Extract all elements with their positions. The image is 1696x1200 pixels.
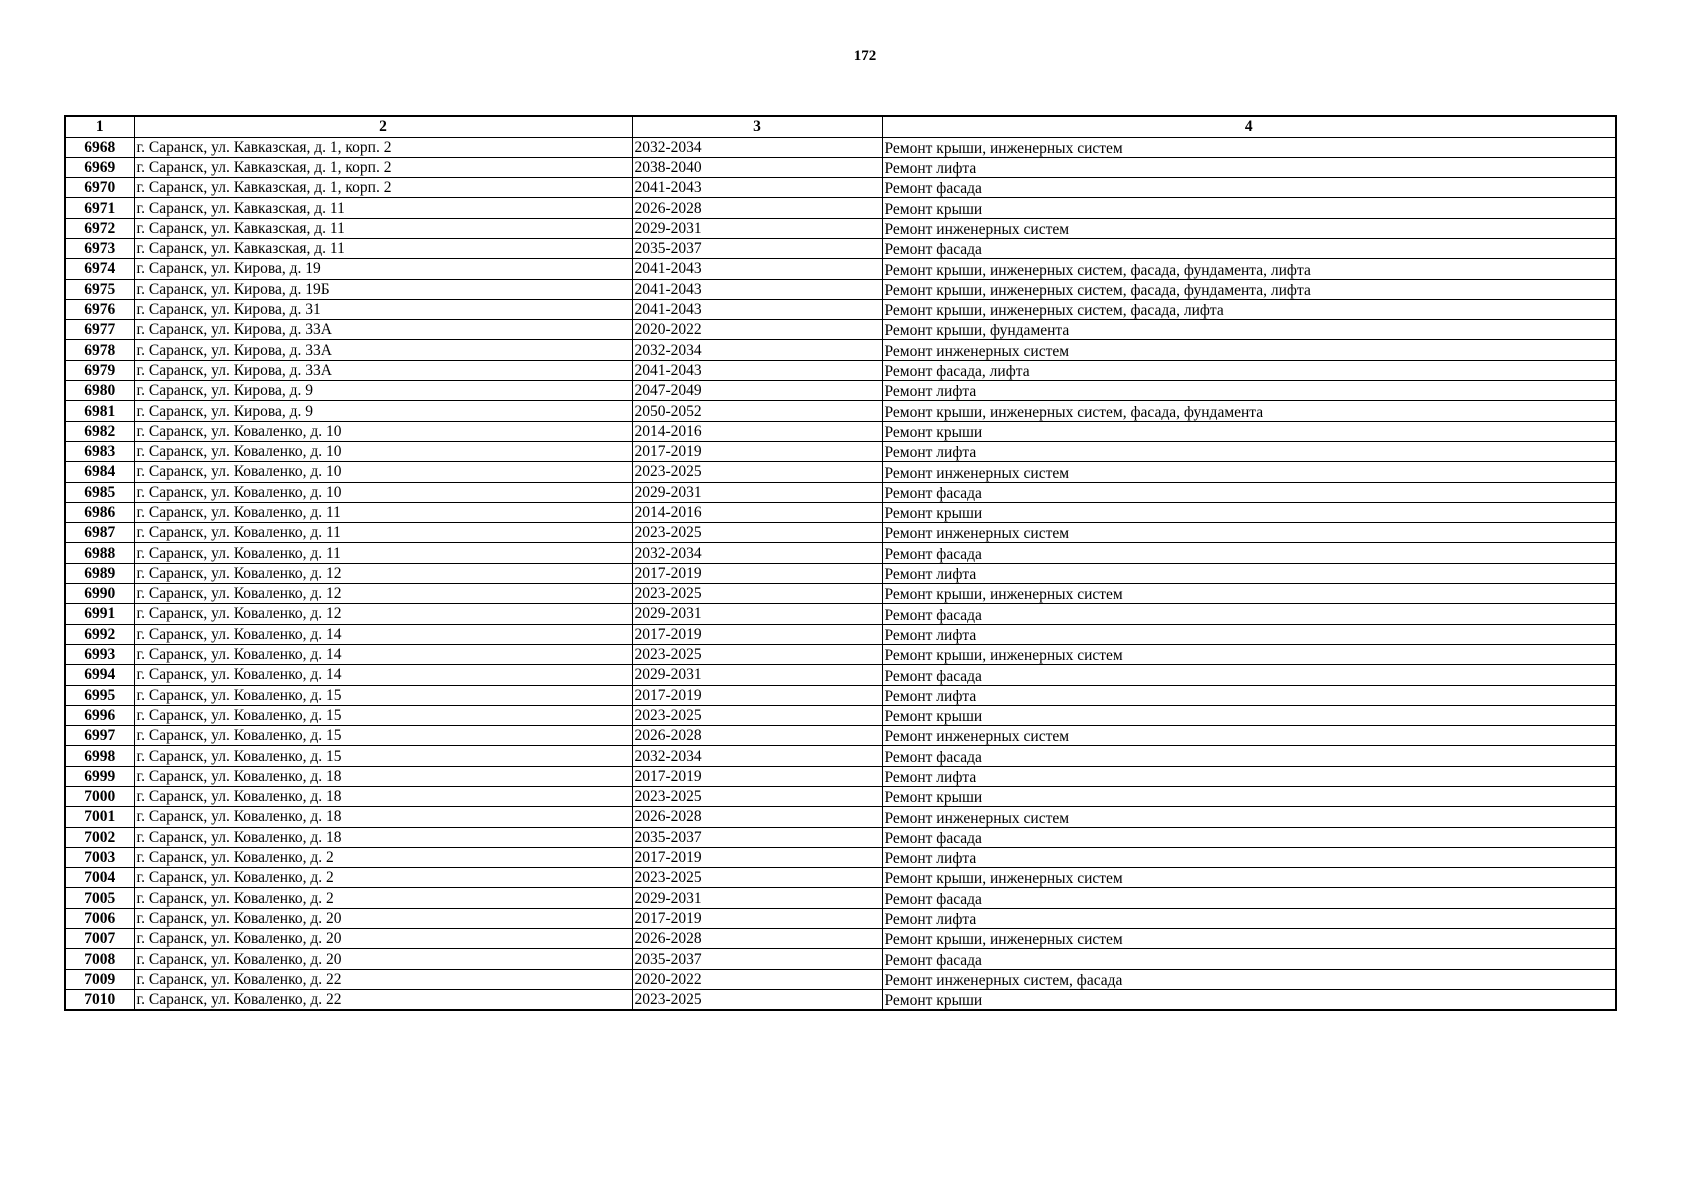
work-type-cell: Ремонт фасада, лифта xyxy=(882,360,1616,380)
period-cell: 2041-2043 xyxy=(632,178,882,198)
work-type-cell: Ремонт крыши, инженерных систем xyxy=(882,644,1616,664)
period-cell: 2023-2025 xyxy=(632,584,882,604)
work-type-cell: Ремонт крыши, инженерных систем xyxy=(882,584,1616,604)
row-number: 7004 xyxy=(65,868,134,888)
table-row xyxy=(65,238,1616,258)
table-row xyxy=(65,989,1616,1009)
period-cell: 2032-2034 xyxy=(632,746,882,766)
work-type-cell: Ремонт крыши xyxy=(882,787,1616,807)
period-cell: 2041-2043 xyxy=(632,299,882,319)
row-number: 6980 xyxy=(65,381,134,401)
page-number: 172 xyxy=(853,48,877,64)
repair-schedule-table xyxy=(64,115,1617,1011)
address-cell: г. Саранск, ул. Кирова, д. 9 xyxy=(134,401,632,421)
row-number: 6979 xyxy=(65,360,134,380)
row-number: 7001 xyxy=(65,807,134,827)
table-row xyxy=(65,949,1616,969)
address-cell: г. Саранск, ул. Коваленко, д. 15 xyxy=(134,746,632,766)
row-number: 7010 xyxy=(65,989,134,1009)
table-row xyxy=(65,746,1616,766)
table-row xyxy=(65,624,1616,644)
work-type-cell: Ремонт крыши xyxy=(882,502,1616,522)
row-number: 6999 xyxy=(65,766,134,786)
table-row xyxy=(65,644,1616,664)
period-cell: 2020-2022 xyxy=(632,969,882,989)
period-cell: 2023-2025 xyxy=(632,462,882,482)
period-cell: 2038-2040 xyxy=(632,157,882,177)
period-cell: 2029-2031 xyxy=(632,604,882,624)
table-row xyxy=(65,563,1616,583)
table-row xyxy=(65,584,1616,604)
address-cell: г. Саранск, ул. Коваленко, д. 15 xyxy=(134,685,632,705)
row-number: 6988 xyxy=(65,543,134,563)
address-cell: г. Саранск, ул. Коваленко, д. 20 xyxy=(134,908,632,928)
address-cell: г. Саранск, ул. Коваленко, д. 10 xyxy=(134,441,632,461)
row-number: 6986 xyxy=(65,502,134,522)
period-cell: 2026-2028 xyxy=(632,807,882,827)
table-row xyxy=(65,441,1616,461)
table-row xyxy=(65,157,1616,177)
period-cell: 2017-2019 xyxy=(632,908,882,928)
work-type-cell: Ремонт крыши, фундамента xyxy=(882,320,1616,340)
address-cell: г. Саранск, ул. Коваленко, д. 11 xyxy=(134,523,632,543)
work-type-cell: Ремонт лифта xyxy=(882,908,1616,928)
table-row xyxy=(65,340,1616,360)
address-cell: г. Саранск, ул. Кирова, д. 33А xyxy=(134,360,632,380)
period-cell: 2029-2031 xyxy=(632,888,882,908)
address-cell: г. Саранск, ул. Коваленко, д. 11 xyxy=(134,543,632,563)
row-number: 6987 xyxy=(65,523,134,543)
table-row xyxy=(65,685,1616,705)
period-cell: 2017-2019 xyxy=(632,685,882,705)
period-cell: 2047-2049 xyxy=(632,381,882,401)
row-number: 7000 xyxy=(65,787,134,807)
table-row xyxy=(65,868,1616,888)
table-row xyxy=(65,279,1616,299)
table-row xyxy=(65,178,1616,198)
work-type-cell: Ремонт крыши xyxy=(882,198,1616,218)
work-type-cell: Ремонт инженерных систем, фасада xyxy=(882,969,1616,989)
row-number: 6996 xyxy=(65,705,134,725)
row-number: 7003 xyxy=(65,847,134,867)
row-number: 6974 xyxy=(65,259,134,279)
table-row xyxy=(65,218,1616,238)
address-cell: г. Саранск, ул. Коваленко, д. 11 xyxy=(134,502,632,522)
work-type-cell: Ремонт инженерных систем xyxy=(882,726,1616,746)
period-cell: 2041-2043 xyxy=(632,360,882,380)
table-row xyxy=(65,787,1616,807)
period-cell: 2029-2031 xyxy=(632,665,882,685)
work-type-cell: Ремонт крыши, инженерных систем, фасада, лифта xyxy=(882,299,1616,319)
table-row xyxy=(65,482,1616,502)
row-number: 6969 xyxy=(65,157,134,177)
row-number: 6971 xyxy=(65,198,134,218)
row-number: 6976 xyxy=(65,299,134,319)
period-cell: 2023-2025 xyxy=(632,989,882,1009)
column-header-2: 2 xyxy=(134,116,632,137)
period-cell: 2035-2037 xyxy=(632,949,882,969)
header-row xyxy=(65,116,1616,137)
row-number: 6977 xyxy=(65,320,134,340)
row-number: 6995 xyxy=(65,685,134,705)
table-row xyxy=(65,807,1616,827)
period-cell: 2032-2034 xyxy=(632,543,882,563)
address-cell: г. Саранск, ул. Коваленко, д. 14 xyxy=(134,644,632,664)
address-cell: г. Саранск, ул. Коваленко, д. 22 xyxy=(134,989,632,1009)
table-row xyxy=(65,888,1616,908)
row-number: 6990 xyxy=(65,584,134,604)
address-cell: г. Саранск, ул. Коваленко, д. 2 xyxy=(134,888,632,908)
address-cell: г. Саранск, ул. Кирова, д. 33А xyxy=(134,340,632,360)
table-row xyxy=(65,421,1616,441)
row-number: 7007 xyxy=(65,929,134,949)
address-cell: г. Саранск, ул. Коваленко, д. 12 xyxy=(134,604,632,624)
row-number: 6982 xyxy=(65,421,134,441)
work-type-cell: Ремонт лифта xyxy=(882,157,1616,177)
period-cell: 2017-2019 xyxy=(632,624,882,644)
period-cell: 2020-2022 xyxy=(632,320,882,340)
address-cell: г. Саранск, ул. Кавказская, д. 11 xyxy=(134,198,632,218)
table-header xyxy=(65,116,1616,137)
work-type-cell: Ремонт крыши, инженерных систем, фасада, фундамента, лифта xyxy=(882,259,1616,279)
row-number: 7008 xyxy=(65,949,134,969)
address-cell: г. Саранск, ул. Коваленко, д. 18 xyxy=(134,807,632,827)
work-type-cell: Ремонт инженерных систем xyxy=(882,462,1616,482)
work-type-cell: Ремонт крыши, инженерных систем xyxy=(882,868,1616,888)
work-type-cell: Ремонт инженерных систем xyxy=(882,523,1616,543)
column-header-4: 4 xyxy=(882,116,1616,137)
table-row xyxy=(65,198,1616,218)
work-type-cell: Ремонт инженерных систем xyxy=(882,218,1616,238)
period-cell: 2032-2034 xyxy=(632,340,882,360)
address-cell: г. Саранск, ул. Коваленко, д. 2 xyxy=(134,868,632,888)
column-header-1: 1 xyxy=(65,116,134,137)
row-number: 6973 xyxy=(65,238,134,258)
period-cell: 2017-2019 xyxy=(632,441,882,461)
row-number: 6994 xyxy=(65,665,134,685)
work-type-cell: Ремонт фасада xyxy=(882,482,1616,502)
work-type-cell: Ремонт лифта xyxy=(882,381,1616,401)
period-cell: 2014-2016 xyxy=(632,421,882,441)
work-type-cell: Ремонт фасада xyxy=(882,543,1616,563)
column-header-3: 3 xyxy=(632,116,882,137)
row-number: 6978 xyxy=(65,340,134,360)
address-cell: г. Саранск, ул. Коваленко, д. 2 xyxy=(134,847,632,867)
address-cell: г. Саранск, ул. Коваленко, д. 22 xyxy=(134,969,632,989)
table-row xyxy=(65,299,1616,319)
table-row xyxy=(65,665,1616,685)
table-row xyxy=(65,604,1616,624)
work-type-cell: Ремонт фасада xyxy=(882,746,1616,766)
address-cell: г. Саранск, ул. Коваленко, д. 20 xyxy=(134,949,632,969)
row-number: 7002 xyxy=(65,827,134,847)
table-row xyxy=(65,502,1616,522)
table-row xyxy=(65,543,1616,563)
table-row xyxy=(65,705,1616,725)
work-type-cell: Ремонт лифта xyxy=(882,685,1616,705)
table-row xyxy=(65,462,1616,482)
period-cell: 2023-2025 xyxy=(632,705,882,725)
work-type-cell: Ремонт фасада xyxy=(882,949,1616,969)
address-cell: г. Саранск, ул. Кирова, д. 9 xyxy=(134,381,632,401)
address-cell: г. Саранск, ул. Кавказская, д. 1, корп. 2 xyxy=(134,157,632,177)
work-type-cell: Ремонт инженерных систем xyxy=(882,807,1616,827)
work-type-cell: Ремонт крыши, инженерных систем, фасада, фундамента, лифта xyxy=(882,279,1616,299)
row-number: 6989 xyxy=(65,563,134,583)
address-cell: г. Саранск, ул. Кавказская, д. 1, корп. 2 xyxy=(134,178,632,198)
table-row xyxy=(65,381,1616,401)
work-type-cell: Ремонт крыши, инженерных систем xyxy=(882,137,1616,157)
address-cell: г. Саранск, ул. Кирова, д. 31 xyxy=(134,299,632,319)
row-number: 6992 xyxy=(65,624,134,644)
period-cell: 2050-2052 xyxy=(632,401,882,421)
table-row xyxy=(65,827,1616,847)
work-type-cell: Ремонт фасада xyxy=(882,178,1616,198)
table-row xyxy=(65,726,1616,746)
address-cell: г. Саранск, ул. Коваленко, д. 18 xyxy=(134,787,632,807)
table-row xyxy=(65,360,1616,380)
table-row xyxy=(65,320,1616,340)
address-cell: г. Саранск, ул. Кавказская, д. 1, корп. 2 xyxy=(134,137,632,157)
period-cell: 2026-2028 xyxy=(632,929,882,949)
work-type-cell: Ремонт лифта xyxy=(882,624,1616,644)
period-cell: 2035-2037 xyxy=(632,238,882,258)
row-number: 6972 xyxy=(65,218,134,238)
address-cell: г. Саранск, ул. Коваленко, д. 10 xyxy=(134,482,632,502)
address-cell: г. Саранск, ул. Коваленко, д. 18 xyxy=(134,766,632,786)
address-cell: г. Саранск, ул. Кирова, д. 33А xyxy=(134,320,632,340)
table-row xyxy=(65,401,1616,421)
period-cell: 2023-2025 xyxy=(632,644,882,664)
table-row xyxy=(65,908,1616,928)
row-number: 6985 xyxy=(65,482,134,502)
period-cell: 2017-2019 xyxy=(632,766,882,786)
work-type-cell: Ремонт фасада xyxy=(882,827,1616,847)
period-cell: 2041-2043 xyxy=(632,259,882,279)
row-number: 6981 xyxy=(65,401,134,421)
table-row xyxy=(65,766,1616,786)
address-cell: г. Саранск, ул. Кавказская, д. 11 xyxy=(134,238,632,258)
period-cell: 2032-2034 xyxy=(632,137,882,157)
table-row xyxy=(65,969,1616,989)
work-type-cell: Ремонт лифта xyxy=(882,563,1616,583)
period-cell: 2029-2031 xyxy=(632,218,882,238)
work-type-cell: Ремонт крыши, инженерных систем, фасада, фундамента xyxy=(882,401,1616,421)
table-row xyxy=(65,523,1616,543)
period-cell: 2026-2028 xyxy=(632,198,882,218)
row-number: 6975 xyxy=(65,279,134,299)
work-type-cell: Ремонт фасада xyxy=(882,238,1616,258)
address-cell: г. Саранск, ул. Коваленко, д. 15 xyxy=(134,705,632,725)
period-cell: 2014-2016 xyxy=(632,502,882,522)
work-type-cell: Ремонт фасада xyxy=(882,665,1616,685)
address-cell: г. Саранск, ул. Коваленко, д. 18 xyxy=(134,827,632,847)
row-number: 6993 xyxy=(65,644,134,664)
address-cell: г. Саранск, ул. Коваленко, д. 20 xyxy=(134,929,632,949)
period-cell: 2029-2031 xyxy=(632,482,882,502)
row-number: 6998 xyxy=(65,746,134,766)
period-cell: 2035-2037 xyxy=(632,827,882,847)
period-cell: 2023-2025 xyxy=(632,868,882,888)
address-cell: г. Саранск, ул. Коваленко, д. 15 xyxy=(134,726,632,746)
work-type-cell: Ремонт фасада xyxy=(882,604,1616,624)
address-cell: г. Саранск, ул. Коваленко, д. 10 xyxy=(134,462,632,482)
row-number: 6970 xyxy=(65,178,134,198)
work-type-cell: Ремонт инженерных систем xyxy=(882,340,1616,360)
address-cell: г. Саранск, ул. Коваленко, д. 14 xyxy=(134,665,632,685)
address-cell: г. Саранск, ул. Коваленко, д. 10 xyxy=(134,421,632,441)
table-row xyxy=(65,137,1616,157)
period-cell: 2017-2019 xyxy=(632,563,882,583)
table-row xyxy=(65,929,1616,949)
row-number: 6983 xyxy=(65,441,134,461)
table-body xyxy=(65,137,1616,1010)
work-type-cell: Ремонт лифта xyxy=(882,441,1616,461)
address-cell: г. Саранск, ул. Кирова, д. 19Б xyxy=(134,279,632,299)
address-cell: г. Саранск, ул. Коваленко, д. 14 xyxy=(134,624,632,644)
address-cell: г. Саранск, ул. Кавказская, д. 11 xyxy=(134,218,632,238)
address-cell: г. Саранск, ул. Коваленко, д. 12 xyxy=(134,584,632,604)
work-type-cell: Ремонт крыши xyxy=(882,421,1616,441)
row-number: 7005 xyxy=(65,888,134,908)
row-number: 6991 xyxy=(65,604,134,624)
row-number: 7009 xyxy=(65,969,134,989)
row-number: 6968 xyxy=(65,137,134,157)
row-number: 6984 xyxy=(65,462,134,482)
work-type-cell: Ремонт фасада xyxy=(882,888,1616,908)
work-type-cell: Ремонт крыши, инженерных систем xyxy=(882,929,1616,949)
address-cell: г. Саранск, ул. Кирова, д. 19 xyxy=(134,259,632,279)
period-cell: 2041-2043 xyxy=(632,279,882,299)
row-number: 6997 xyxy=(65,726,134,746)
work-type-cell: Ремонт крыши xyxy=(882,989,1616,1009)
period-cell: 2023-2025 xyxy=(632,787,882,807)
address-cell: г. Саранск, ул. Коваленко, д. 12 xyxy=(134,563,632,583)
work-type-cell: Ремонт лифта xyxy=(882,766,1616,786)
period-cell: 2026-2028 xyxy=(632,726,882,746)
period-cell: 2017-2019 xyxy=(632,847,882,867)
table-row xyxy=(65,259,1616,279)
work-type-cell: Ремонт крыши xyxy=(882,705,1616,725)
work-type-cell: Ремонт лифта xyxy=(882,847,1616,867)
row-number: 7006 xyxy=(65,908,134,928)
period-cell: 2023-2025 xyxy=(632,523,882,543)
table-row xyxy=(65,847,1616,867)
